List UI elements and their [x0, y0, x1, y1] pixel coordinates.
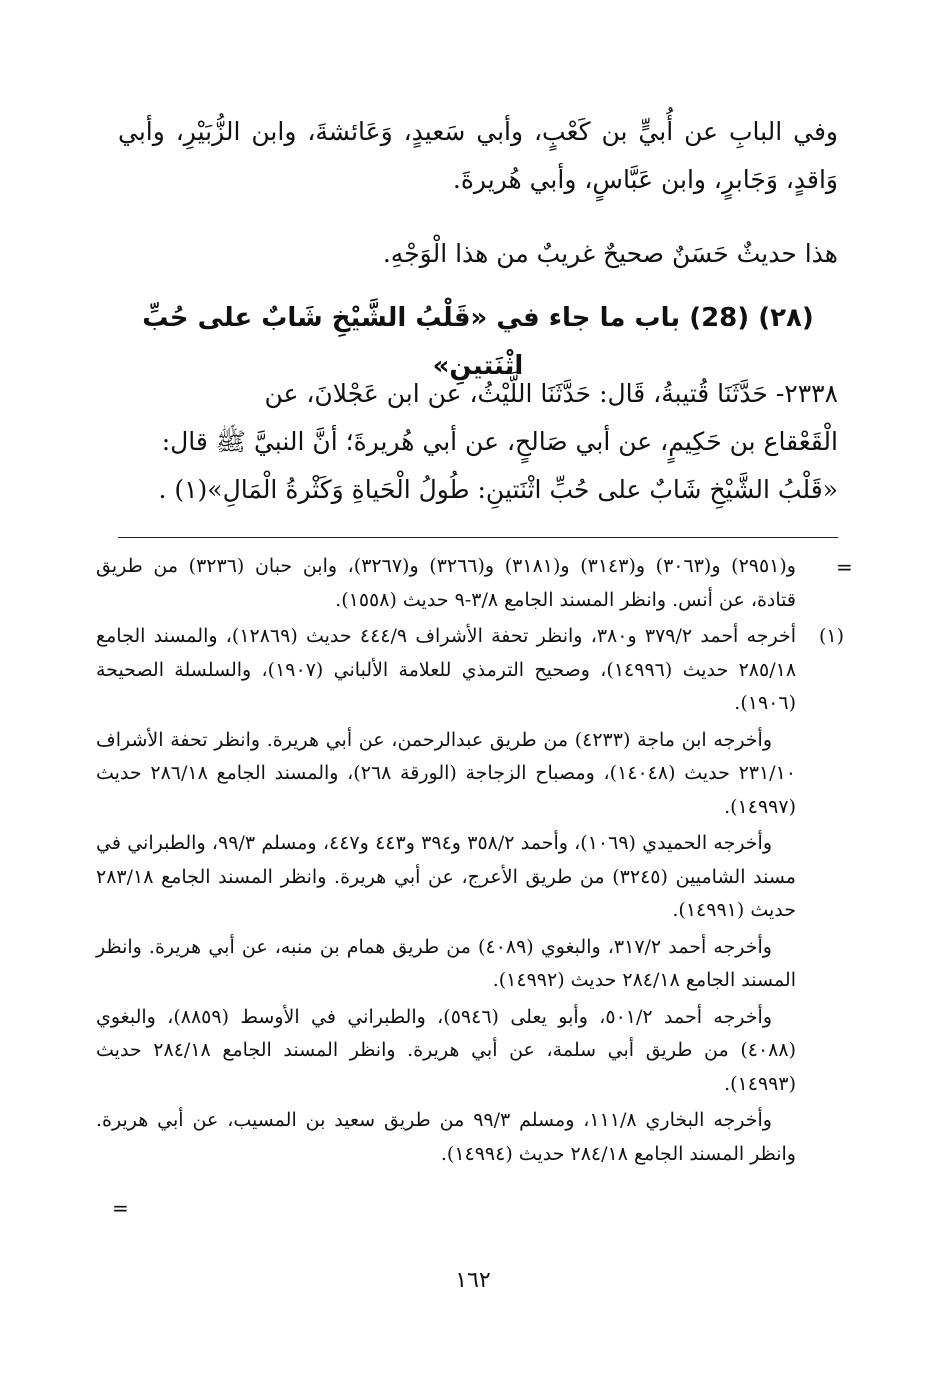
hadith-text [118, 370, 838, 514]
page-number: ١٦٢ [455, 1268, 491, 1293]
hadith-line: ٢٣٣٨- حَدَّثَنَا قُتيبةُ، قَال: حَدَّثَنَا اللَّيْثُ، عن ابن عَجْلانَ، عن [264, 379, 838, 408]
chapter-heading: (٢٨) (28) باب ما جاء في «قَلْبُ الشَّيْخِ شَابٌ على حُبِّ اثْنَتينِ» [142, 303, 814, 381]
footnotes [96, 550, 844, 1174]
continuation-mark: = [836, 555, 853, 579]
hadith-line: الْقَعْقاع بن حَكِيمٍ، عن أبي صَالحٍ، عن أبي هُريرةَ؛ أنَّ النبيَّ ﷺ قال: [161, 427, 838, 456]
footnote-paragraph: وأخرجه الحميدي (١٠٦٩)، وأحمد ٣٥٨/٢ و٣٩٤ و٤٤٣ و٤٤٧، ومسلم ٩٩/٣، والطبراني في مسند الشاميين (٣٢٤٥) من طريق الأعرج، عن أبي هريرة. وانظر المسند الجامع ٢٨٣/١٨ حديث (١٤٩٩١). [96, 832, 796, 921]
virtue-paragraph: وفي البابِ عن أُبيٍّ بن كَعْبٍ، وأبي سَعيدٍ، وَعَائشةَ، وابن الزُّبَيْرِ، وأبي وَاقدٍ، وَجَابرٍ، وابن عَبَّاسٍ، وأبي هُريرةَ. [118, 117, 838, 194]
footnote-paragraph: وأخرجه ابن ماجة (٤٢٣٣) من طريق عبدالرحمن، عن أبي هريرة. وانظر تحفة الأشراف ٢٣١/١٠ حديث (١٤٠٤٨)، ومصباح الزجاجة (الورقة ٢٦٨)، والمسند الجامع ٢٨٦/١٨ حديث (١٤٩٩٧). [96, 728, 796, 818]
footnote-divider [118, 537, 838, 538]
footnote-paragraph: وأخرجه البخاري ١١١/٨، ومسلم ٩٩/٣ من طريق سعيد بن المسيب، عن أبي هريرة. وانظر المسند الجامع ٢٨٤/١٨ حديث (١٤٩٩٤). [96, 1109, 796, 1165]
footnote-1 [96, 620, 844, 721]
footnote-paragraph: أخرجه أحمد ٣٧٩/٢ و٣٨٠، وانظر تحفة الأشراف ٤٤٤/٩ حديث (١٢٨٦٩)، والمسند الجامع ٢٨٥/١٨ حديث (١٤٩٩٦)، وصحيح الترمذي للعلامة الألباني (١٩٠٧)، والسلسلة الصحيحة (١٩٠٦). [96, 625, 797, 714]
hadith-line: «قَلْبُ الشَّيْخِ شَابٌ على حُبِّ اثْنَتينِ: طُولُ الْحَياةِ وَكَثْرةُ الْمَالِ»(١) . [158, 475, 838, 504]
hadith-grading-line: هذا حديثٌ حَسَنٌ صحيحٌ غريبٌ من هذا الْوَجْهِ. [382, 239, 838, 268]
footnote-paragraph: وأخرجه أحمد ٣١٧/٢، والبغوي (٤٠٨٩) من طريق همام بن منبه، عن أبي هريرة. وانظر المسند الجامع ٢٨٤/١٨ حديث (١٤٩٩٢). [96, 935, 796, 991]
continuation-mark: = [112, 1196, 129, 1220]
footnote-paragraph: وأخرجه أحمد ٥٠١/٢، وأبو يعلى (٥٩٤٦)، والطبراني في الأوسط (٨٨٥٩)، والبغوي (٤٠٨٨) من طريق أبي سلمة، عن أبي هريرة. وانظر المسند الجامع ٢٨٤/١٨ حديث (١٤٩٩٣). [96, 1005, 796, 1095]
footnote-continuation: و(٢٩٥١) و(٣٠٦٣) و(٣١٤٣) و(٣١٨١) و(٣٢٦٦) و(٣٢٦٧)، وابن حبان (٣٢٣٦) من طريق قتادة، عن أنس. وانظر المسند الجامع ٣/٨-٩ حديث (١٥٥٨). [96, 555, 796, 611]
footnote-number: (١) [818, 625, 844, 647]
